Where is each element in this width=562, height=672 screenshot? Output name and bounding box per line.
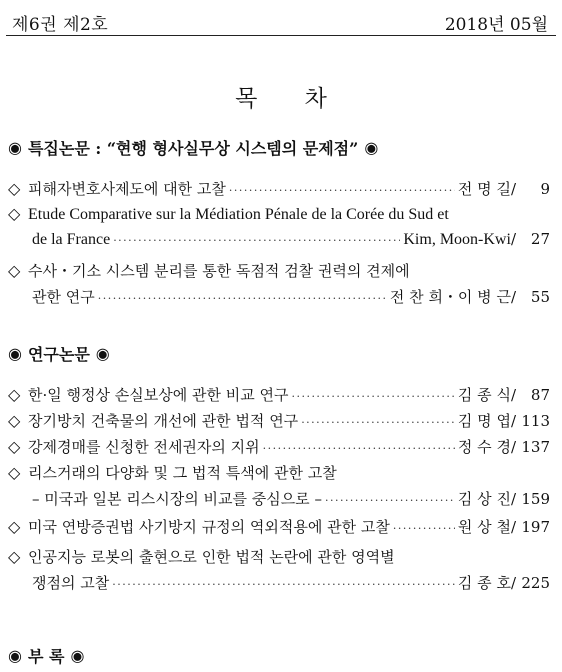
entry-title-continued: de la France (32, 231, 111, 248)
entry-title: 강제경매를 신청한 전세권자의 지위 (28, 438, 260, 456)
entry-title: 인공지능 로봇의 출현으로 인한 법적 논란에 관한 영역별 (28, 548, 395, 566)
diamond-bullet-icon: ◇ (8, 385, 21, 404)
bullseye-icon: ◉ (8, 646, 22, 665)
section-heading-special (8, 136, 378, 159)
bullseye-icon: ◉ (8, 344, 22, 363)
entry-page: 113 (521, 412, 550, 430)
section-label: 특집논문 : “현행 형사실무상 시스템의 문제점” (27, 139, 359, 158)
entry-title: 미국 연방증권법 사기방지 규정의 역외적용에 관한 고찰 (28, 518, 390, 536)
toc-entry[interactable] (8, 462, 550, 486)
entry-page: 27 (530, 230, 550, 248)
toc-entry[interactable] (8, 546, 550, 570)
section-heading-research (8, 342, 110, 365)
toc-entry-continuation[interactable]: 관한 연구 ····· 전 찬 희・이 병 근 / 55 (32, 286, 550, 310)
entry-author: 정 수 경 (457, 438, 511, 456)
entry-page: 55 (530, 288, 550, 306)
entry-page: 9 (540, 180, 550, 198)
toc-entry[interactable]: ◇ 피해자변호사제도에 대한 고찰 ····· 전 명 길 / 9 (8, 178, 550, 202)
diamond-bullet-icon: ◇ (8, 204, 21, 223)
issue-date: 2018년 05월 (444, 15, 548, 35)
toc-entry-continuation[interactable]: – 미국과 일본 리스시장의 비교를 중심으로 – ····· 김 상 진 / 159 (32, 488, 550, 512)
entry-page: 137 (521, 438, 550, 456)
toc-entry[interactable] (8, 204, 550, 228)
dot-leader (325, 494, 455, 507)
entry-title: Etude Comparative sur la Médiation Pénale de la Corée du Sud et (28, 206, 449, 223)
bullseye-icon: ◉ (8, 138, 22, 157)
running-header (6, 6, 556, 36)
diamond-bullet-icon: ◇ (8, 411, 21, 430)
bullseye-icon: ◉ (95, 344, 110, 363)
section-label: 연구논문 (27, 345, 90, 364)
dot-leader (113, 234, 400, 247)
dot-leader (112, 578, 455, 591)
entry-title: 한·일 행정상 손실보상에 관한 비교 연구 (28, 386, 289, 404)
diamond-bullet-icon: ◇ (8, 547, 21, 566)
entry-page: 225 (521, 574, 550, 592)
entry-page: 197 (521, 518, 550, 536)
entry-title: 리스거래의 다양화 및 그 법적 특색에 관한 고찰 (28, 464, 337, 482)
entry-title: 피해자변호사제도에 대한 고찰 (28, 180, 226, 198)
dot-leader (263, 442, 455, 455)
entry-page: 159 (521, 490, 550, 508)
section-label: 부 록 (27, 647, 65, 666)
entry-title: 장기방치 건축물의 개선에 관한 법적 연구 (28, 412, 299, 430)
diamond-bullet-icon: ◇ (8, 463, 21, 482)
dot-leader (291, 390, 454, 403)
dot-leader (98, 292, 387, 305)
dot-leader (301, 416, 455, 429)
toc-entry[interactable]: ◇ 강제경매를 신청한 전세권자의 지위 ····· 정 수 경 / 137 (8, 436, 550, 460)
bullseye-icon: ◉ (70, 646, 85, 665)
section-heading-appendix (8, 644, 84, 667)
entry-author: Kim, Moon-Kwi (403, 231, 511, 248)
entry-author: 전 명 길 (457, 180, 511, 198)
page-title: 목 차 (235, 86, 347, 112)
toc-entry[interactable] (8, 260, 550, 284)
diamond-bullet-icon: ◇ (8, 437, 21, 456)
entry-author: 원 상 철 (457, 518, 511, 536)
entry-author: 김 종 식 (457, 386, 511, 404)
entry-page: 87 (530, 386, 550, 404)
toc-entry-continuation[interactable]: de la France ····· Kim, Moon-Kwi / 27 (32, 230, 550, 254)
entry-author: 김 상 진 (457, 490, 511, 508)
entry-author: 김 종 호 (457, 574, 511, 592)
toc-entry[interactable]: ◇ 한·일 행정상 손실보상에 관한 비교 연구 ····· 김 종 식 / 87 (8, 384, 550, 408)
entry-author: 김 명 엽 (457, 412, 511, 430)
toc-entry[interactable]: ◇ 미국 연방증권법 사기방지 규정의 역외적용에 관한 고찰 ····· 원 상 철 / 197 (8, 516, 550, 540)
toc-entry[interactable]: ◇ 장기방치 건축물의 개선에 관한 법적 연구 ····· 김 명 엽 / 113 (8, 410, 550, 434)
diamond-bullet-icon: ◇ (8, 517, 21, 536)
diamond-bullet-icon: ◇ (8, 179, 21, 198)
diamond-bullet-icon: ◇ (8, 261, 21, 280)
entry-title: 수사・기소 시스템 분리를 통한 독점적 검찰 권력의 견제에 (28, 262, 410, 280)
entry-title-continued: 쟁점의 고찰 (32, 574, 110, 592)
bullseye-icon: ◉ (364, 138, 379, 157)
volume-number: 제6권 제2호 (12, 15, 109, 35)
dot-leader (229, 184, 455, 197)
entry-subtitle: – 미국과 일본 리스시장의 비교를 중심으로 – (32, 490, 322, 508)
toc-entry-continuation[interactable]: 쟁점의 고찰 ····· 김 종 호 / 225 (32, 572, 550, 596)
entry-author: 전 찬 희・이 병 근 (389, 288, 511, 306)
dot-leader (393, 522, 455, 535)
entry-title-continued: 관한 연구 (32, 288, 95, 306)
